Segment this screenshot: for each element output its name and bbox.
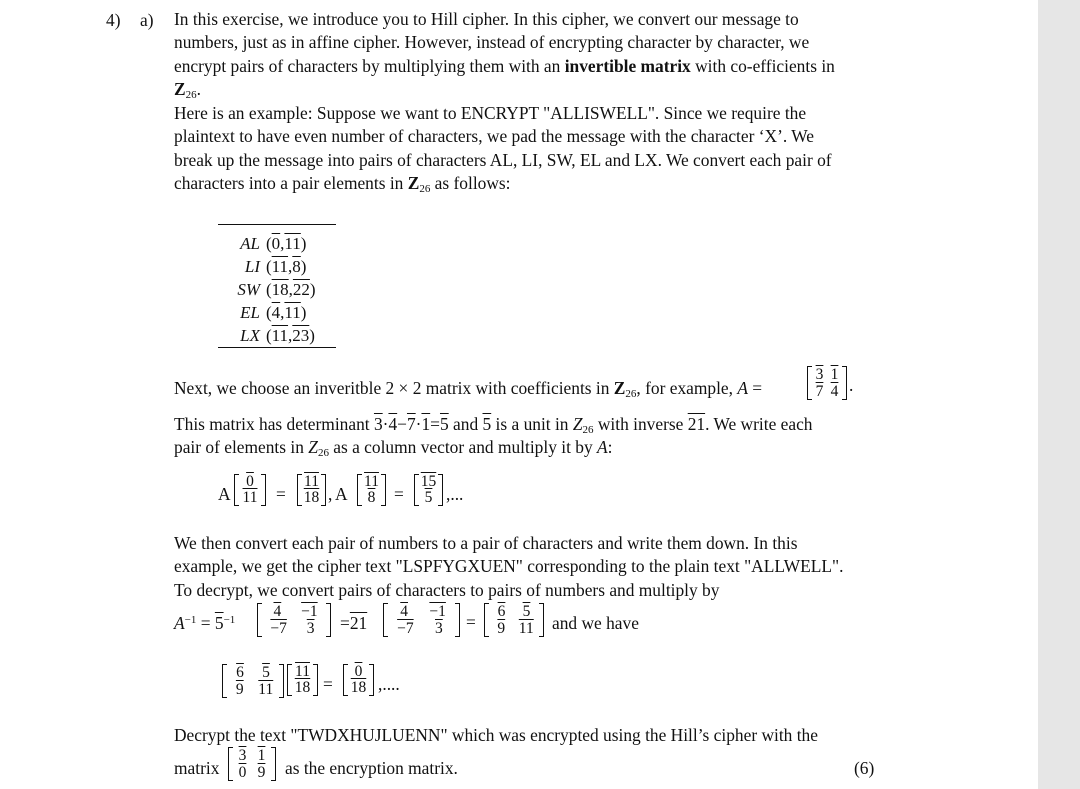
pair-first: 11 bbox=[271, 326, 289, 345]
table-row bbox=[218, 255, 336, 278]
column-vector bbox=[287, 664, 318, 696]
vector-cell: 0 bbox=[354, 663, 363, 680]
z-symbol: Z bbox=[572, 414, 583, 434]
pair-value: (11,8) bbox=[266, 257, 307, 276]
math-operator: · bbox=[415, 414, 422, 434]
intro-paragraph bbox=[174, 8, 879, 101]
pair-first: 18 bbox=[271, 280, 289, 299]
colon: : bbox=[607, 437, 613, 457]
vector-cell: 5 bbox=[424, 489, 433, 506]
z-symbol: Z bbox=[613, 378, 626, 398]
determinant-line-2 bbox=[174, 436, 612, 459]
matrix-cell: 7 bbox=[815, 383, 824, 400]
z-symbol: Z bbox=[407, 172, 420, 193]
vector-cell: 8 bbox=[367, 489, 376, 506]
vector-cell: 15 bbox=[420, 473, 437, 490]
determinant-text: and bbox=[448, 414, 483, 434]
equals-sign: = bbox=[466, 612, 476, 632]
convert-line-2: example, we get the cipher text "LSPFYGXUEN" corresponding to the plain text "ALLWELL". bbox=[174, 556, 844, 577]
pair-value: (0,11) bbox=[266, 234, 307, 253]
vector-cell: 18 bbox=[303, 489, 320, 506]
ellipsis: ,... bbox=[446, 484, 464, 504]
pair-second: 11 bbox=[284, 303, 301, 322]
vector-cell: 11 bbox=[364, 473, 379, 490]
matrix-cell: 6 bbox=[236, 664, 244, 681]
equals-sign: = bbox=[747, 378, 763, 398]
table-row bbox=[218, 232, 336, 255]
math-number: 1 bbox=[421, 414, 431, 434]
math-number: 7 bbox=[406, 414, 416, 434]
period: . bbox=[849, 375, 854, 395]
matrix-cell: 9 bbox=[257, 764, 266, 781]
matrix-cell: 1 bbox=[830, 366, 839, 383]
exponent: −1 bbox=[184, 614, 197, 626]
convert-line-1: We then convert each pair of numbers to a pair of characters and write them down. In this bbox=[174, 533, 798, 553]
example-paragraph bbox=[174, 102, 879, 195]
matrix-cell: 3 bbox=[238, 747, 247, 764]
inverse-matrix-1 bbox=[257, 603, 331, 637]
matrix-cell: 4 bbox=[400, 603, 408, 620]
matrix-cell: 3 bbox=[815, 366, 824, 383]
math-number: 5 bbox=[482, 414, 492, 434]
pair-first: 11 bbox=[271, 257, 289, 276]
pair-label: EL bbox=[240, 303, 260, 322]
period: . bbox=[196, 78, 201, 99]
task-line-1: Decrypt the text "TWDXHUJLUENN" which was encrypted using the Hill’s cipher with the bbox=[174, 725, 818, 745]
intro-text: encrypt pairs of characters by multiplying them with an bbox=[174, 55, 565, 76]
z-subscript: 26 bbox=[625, 388, 637, 400]
column-vector bbox=[357, 474, 386, 506]
equals-sign: = bbox=[394, 484, 404, 504]
matrix-cell: 5 bbox=[262, 664, 270, 681]
pair-label: AL bbox=[240, 234, 260, 253]
question-number: 4) bbox=[106, 10, 121, 30]
matrix-cell: −1 bbox=[301, 603, 318, 620]
math-number: 5 bbox=[439, 414, 449, 434]
intro-line-2: numbers, just as in affine cipher. However, instead of encrypting character by character, we bbox=[174, 32, 810, 53]
vector-cell: 11 bbox=[304, 473, 319, 490]
matrix-cell: 11 bbox=[518, 620, 534, 637]
determinant-text: with inverse bbox=[593, 414, 688, 434]
equals-sign: = bbox=[323, 674, 333, 694]
math-operator: − bbox=[397, 414, 407, 434]
equals-sign: = bbox=[340, 613, 350, 633]
matrix-cell: 4 bbox=[273, 603, 282, 620]
pair-first: 0 bbox=[271, 234, 281, 253]
math-number: 5 bbox=[214, 613, 224, 633]
table-row bbox=[218, 278, 336, 301]
invertible-matrix-term: invertible matrix bbox=[564, 55, 691, 76]
vector-cell: 0 bbox=[246, 473, 254, 490]
pair-second: 22 bbox=[292, 280, 310, 299]
column-vector bbox=[414, 474, 443, 506]
z-subscript: 26 bbox=[582, 424, 594, 436]
inverse-matrix-2 bbox=[383, 603, 460, 637]
matrix-cell: 9 bbox=[497, 620, 506, 637]
equals-sign: = bbox=[276, 484, 286, 504]
intro-line-3 bbox=[174, 55, 879, 78]
matrix-variable: A bbox=[597, 437, 608, 457]
example-line-3: break up the message into pairs of characters AL, LI, SW, EL and LX. We convert each pair of bbox=[174, 149, 832, 170]
example-line-4 bbox=[174, 172, 879, 195]
example-line-2: plaintext to have even number of characters, we pad the message with the character ‘X’. We bbox=[174, 126, 815, 147]
vector-cell: 18 bbox=[350, 679, 367, 696]
column-vector bbox=[343, 664, 374, 696]
column-vector bbox=[234, 474, 266, 506]
determinant-line-1 bbox=[174, 413, 813, 436]
matrix-cell: 1 bbox=[257, 747, 266, 764]
z-subscript: 26 bbox=[185, 88, 197, 101]
pair-second: 23 bbox=[292, 326, 310, 345]
matrix-cell: 3 bbox=[435, 620, 443, 637]
task-matrix-label: matrix bbox=[174, 758, 220, 778]
part-label: a) bbox=[140, 10, 154, 30]
z-symbol: Z bbox=[308, 437, 318, 457]
matrix-cell: 6 bbox=[497, 603, 506, 620]
intro-text: with co-efficients in bbox=[690, 55, 835, 76]
equals-sign: = bbox=[196, 613, 215, 633]
matrix-cell: 3 bbox=[306, 620, 315, 637]
matrix-cell: 11 bbox=[258, 681, 274, 698]
table-row bbox=[218, 301, 336, 324]
intro-line-1: In this exercise, we introduce you to Hill cipher. In this cipher, we convert our message to bbox=[174, 9, 799, 29]
math-number: 21 bbox=[349, 613, 368, 633]
z-symbol: Z bbox=[174, 78, 186, 99]
vector-cell: 18 bbox=[294, 679, 311, 696]
determinant-text: This matrix has determinant bbox=[174, 414, 374, 434]
marks-label: (6) bbox=[854, 758, 875, 778]
encryption-matrix bbox=[228, 747, 276, 781]
vector-cell: 11 bbox=[295, 663, 310, 680]
determinant-text: pair of elements in bbox=[174, 437, 309, 457]
table-row bbox=[218, 324, 336, 347]
comma: , bbox=[328, 484, 333, 504]
example-text: characters into a pair elements in bbox=[174, 172, 408, 193]
matrix-cell: −7 bbox=[397, 620, 414, 637]
task-line-2-text: as the encryption matrix. bbox=[285, 758, 458, 778]
determinant-text: as a column vector and multiply it by bbox=[328, 437, 597, 457]
inverse-matrix-result bbox=[484, 603, 544, 637]
choose-text: Next, we choose an inveritble 2 × 2 matrix with coefficients in bbox=[174, 378, 614, 398]
and-we-have-text: and we have bbox=[552, 613, 639, 633]
convert-line-3: To decrypt, we convert pairs of characters to pairs of numbers and multiply by bbox=[174, 579, 720, 600]
matrix-cell: −1 bbox=[429, 603, 446, 620]
math-operator: · bbox=[382, 414, 389, 434]
matrix-cell: 4 bbox=[830, 383, 839, 400]
vector-cell: 11 bbox=[242, 489, 258, 506]
z-subscript: 26 bbox=[317, 447, 329, 459]
matrix-cell: 0 bbox=[238, 764, 247, 781]
pair-value: (4,11) bbox=[266, 303, 307, 322]
pair-first: 4 bbox=[271, 303, 281, 322]
intro-line-4 bbox=[174, 78, 879, 101]
matrix-variable: A bbox=[218, 484, 231, 504]
inverse-lhs bbox=[174, 612, 235, 635]
pair-label: LI bbox=[244, 257, 260, 276]
z-subscript: 26 bbox=[419, 182, 431, 195]
math-number: 4 bbox=[388, 414, 398, 434]
exponent: −1 bbox=[223, 614, 236, 626]
math-number: 21 bbox=[687, 414, 706, 434]
determinant-text: . We write each bbox=[705, 414, 813, 434]
pair-label: LX bbox=[240, 326, 260, 345]
matrix-variable: A bbox=[174, 613, 185, 633]
determinant-text: is a unit in bbox=[491, 414, 573, 434]
ellipsis: ,.... bbox=[378, 674, 400, 694]
choose-matrix-line bbox=[174, 377, 762, 400]
inverse-middle bbox=[340, 612, 367, 635]
pair-second: 11 bbox=[284, 234, 301, 253]
decrypt-matrix bbox=[222, 664, 284, 698]
pair-second: 8 bbox=[292, 257, 301, 276]
matrix-cell: 5 bbox=[522, 603, 531, 620]
matrix-A bbox=[807, 366, 847, 400]
example-line-1: Here is an example: Suppose we want to ENCRYPT "ALLISWELL". Since we require the bbox=[174, 103, 807, 123]
choose-text: , for example, bbox=[636, 378, 738, 398]
example-text: as follows: bbox=[430, 172, 511, 193]
pair-label: SW bbox=[237, 280, 260, 299]
math-operator: = bbox=[430, 414, 440, 434]
convert-paragraph bbox=[174, 532, 879, 602]
matrix-variable: A bbox=[335, 484, 348, 504]
pairs-table bbox=[218, 224, 336, 348]
column-vector bbox=[297, 474, 326, 506]
pair-value: (18,22) bbox=[266, 280, 316, 299]
math-number: 3 bbox=[373, 414, 383, 434]
matrix-cell: 9 bbox=[235, 681, 244, 698]
matrix-variable: A bbox=[737, 378, 748, 398]
matrix-cell: −7 bbox=[270, 620, 287, 637]
pair-value: (11,23) bbox=[266, 326, 315, 345]
